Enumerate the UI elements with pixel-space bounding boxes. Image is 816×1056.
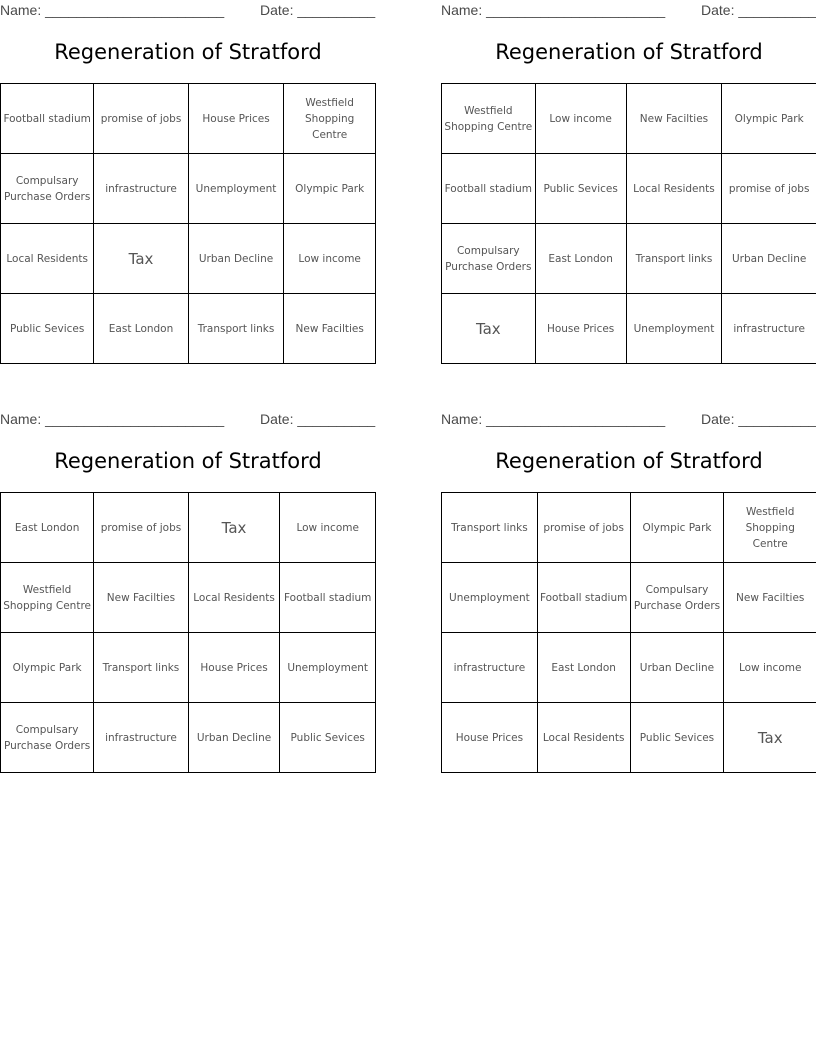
grid-cell: Low income bbox=[284, 224, 376, 294]
grid-cell: Low income bbox=[280, 493, 376, 563]
grid-cell: infrastructure bbox=[94, 154, 188, 224]
grid-row bbox=[1, 633, 376, 703]
grid-cell: infrastructure bbox=[722, 294, 816, 364]
grid-cell: House Prices bbox=[188, 633, 280, 703]
grid-cell: New Facilties bbox=[626, 84, 722, 154]
grid-cell: promise of jobs bbox=[94, 84, 188, 154]
grid-row bbox=[1, 563, 376, 633]
grid-row bbox=[442, 703, 816, 773]
grid-cell: Urban Decline bbox=[630, 633, 724, 703]
grid-cell: Unemployment bbox=[442, 563, 538, 633]
grid-cell: Westfield Shopping Centre bbox=[724, 493, 816, 563]
grid-cell: Urban Decline bbox=[188, 703, 280, 773]
grid-cell: Low income bbox=[535, 84, 626, 154]
bingo-grid bbox=[0, 492, 376, 773]
grid-cell: New Facilties bbox=[724, 563, 816, 633]
grid-row bbox=[442, 84, 816, 154]
card-header bbox=[441, 411, 816, 429]
grid-cell: Unemployment bbox=[626, 294, 722, 364]
grid-cell: promise of jobs bbox=[537, 493, 630, 563]
grid-cell: Westfield Shopping Centre bbox=[442, 84, 536, 154]
grid-cell: Low income bbox=[724, 633, 816, 703]
card-title: Regeneration of Stratford bbox=[495, 449, 763, 473]
bingo-grid bbox=[0, 83, 376, 364]
grid-cell: Public Sevices bbox=[1, 294, 94, 364]
card-title: Regeneration of Stratford bbox=[54, 449, 322, 473]
grid-cell: Olympic Park bbox=[1, 633, 94, 703]
grid-cell: Olympic Park bbox=[284, 154, 376, 224]
grid-cell: Local Residents bbox=[1, 224, 94, 294]
grid-cell: infrastructure bbox=[94, 703, 188, 773]
grid-row bbox=[1, 703, 376, 773]
card-header bbox=[441, 2, 816, 20]
grid-row bbox=[442, 154, 816, 224]
date-field: Date: __________ bbox=[701, 2, 816, 18]
grid-row bbox=[1, 294, 376, 364]
card-title: Regeneration of Stratford bbox=[495, 40, 763, 64]
grid-row bbox=[1, 493, 376, 563]
grid-cell: Tax bbox=[94, 224, 188, 294]
bingo-grid bbox=[441, 83, 816, 364]
card-title: Regeneration of Stratford bbox=[54, 40, 322, 64]
grid-cell: Unemployment bbox=[188, 154, 284, 224]
date-field: Date: __________ bbox=[260, 2, 376, 18]
grid-cell: Olympic Park bbox=[722, 84, 816, 154]
grid-cell: Transport links bbox=[94, 633, 188, 703]
bingo-grid bbox=[441, 492, 816, 773]
grid-cell: Unemployment bbox=[280, 633, 376, 703]
name-field: Name: _______________________ bbox=[0, 2, 225, 18]
date-field: Date: __________ bbox=[701, 411, 816, 427]
grid-cell: Westfield Shopping Centre bbox=[284, 84, 376, 154]
grid-cell: promise of jobs bbox=[94, 493, 188, 563]
grid-cell: Compulsary Purchase Orders bbox=[1, 154, 94, 224]
grid-cell: Olympic Park bbox=[630, 493, 724, 563]
bingo-card bbox=[441, 409, 816, 784]
grid-cell: Local Residents bbox=[188, 563, 280, 633]
grid-cell: East London bbox=[94, 294, 188, 364]
grid-cell: Public Sevices bbox=[630, 703, 724, 773]
grid-cell: Public Sevices bbox=[535, 154, 626, 224]
grid-cell: Football stadium bbox=[442, 154, 536, 224]
grid-row bbox=[442, 294, 816, 364]
grid-cell: Compulsary Purchase Orders bbox=[1, 703, 94, 773]
grid-row bbox=[1, 224, 376, 294]
grid-row bbox=[442, 224, 816, 294]
grid-row bbox=[442, 493, 816, 563]
grid-cell: Local Residents bbox=[626, 154, 722, 224]
grid-cell: promise of jobs bbox=[722, 154, 816, 224]
grid-cell: House Prices bbox=[442, 703, 538, 773]
grid-cell: House Prices bbox=[535, 294, 626, 364]
grid-row bbox=[442, 563, 816, 633]
grid-cell: Transport links bbox=[188, 294, 284, 364]
grid-cell: Tax bbox=[724, 703, 816, 773]
grid-cell: Transport links bbox=[442, 493, 538, 563]
grid-row bbox=[1, 84, 376, 154]
grid-cell: Transport links bbox=[626, 224, 722, 294]
grid-cell: Public Sevices bbox=[280, 703, 376, 773]
grid-cell: New Facilties bbox=[284, 294, 376, 364]
grid-cell: Compulsary Purchase Orders bbox=[442, 224, 536, 294]
grid-cell: Football stadium bbox=[1, 84, 94, 154]
grid-cell: Compulsary Purchase Orders bbox=[630, 563, 724, 633]
bingo-card bbox=[0, 409, 376, 784]
grid-cell: Westfield Shopping Centre bbox=[1, 563, 94, 633]
grid-row bbox=[1, 154, 376, 224]
bingo-card bbox=[0, 0, 376, 375]
card-header bbox=[0, 411, 376, 429]
grid-cell: East London bbox=[535, 224, 626, 294]
grid-cell: Tax bbox=[188, 493, 280, 563]
date-field: Date: __________ bbox=[260, 411, 376, 427]
grid-cell: Tax bbox=[442, 294, 536, 364]
name-field: Name: _______________________ bbox=[441, 411, 666, 427]
card-header bbox=[0, 2, 376, 20]
grid-row bbox=[442, 633, 816, 703]
grid-cell: East London bbox=[537, 633, 630, 703]
grid-cell: Urban Decline bbox=[188, 224, 284, 294]
grid-cell: infrastructure bbox=[442, 633, 538, 703]
grid-cell: New Facilties bbox=[94, 563, 188, 633]
name-field: Name: _______________________ bbox=[441, 2, 666, 18]
grid-cell: East London bbox=[1, 493, 94, 563]
bingo-card bbox=[441, 0, 816, 375]
grid-cell: Football stadium bbox=[280, 563, 376, 633]
grid-cell: House Prices bbox=[188, 84, 284, 154]
grid-cell: Urban Decline bbox=[722, 224, 816, 294]
name-field: Name: _______________________ bbox=[0, 411, 225, 427]
grid-cell: Football stadium bbox=[537, 563, 630, 633]
grid-cell: Local Residents bbox=[537, 703, 630, 773]
